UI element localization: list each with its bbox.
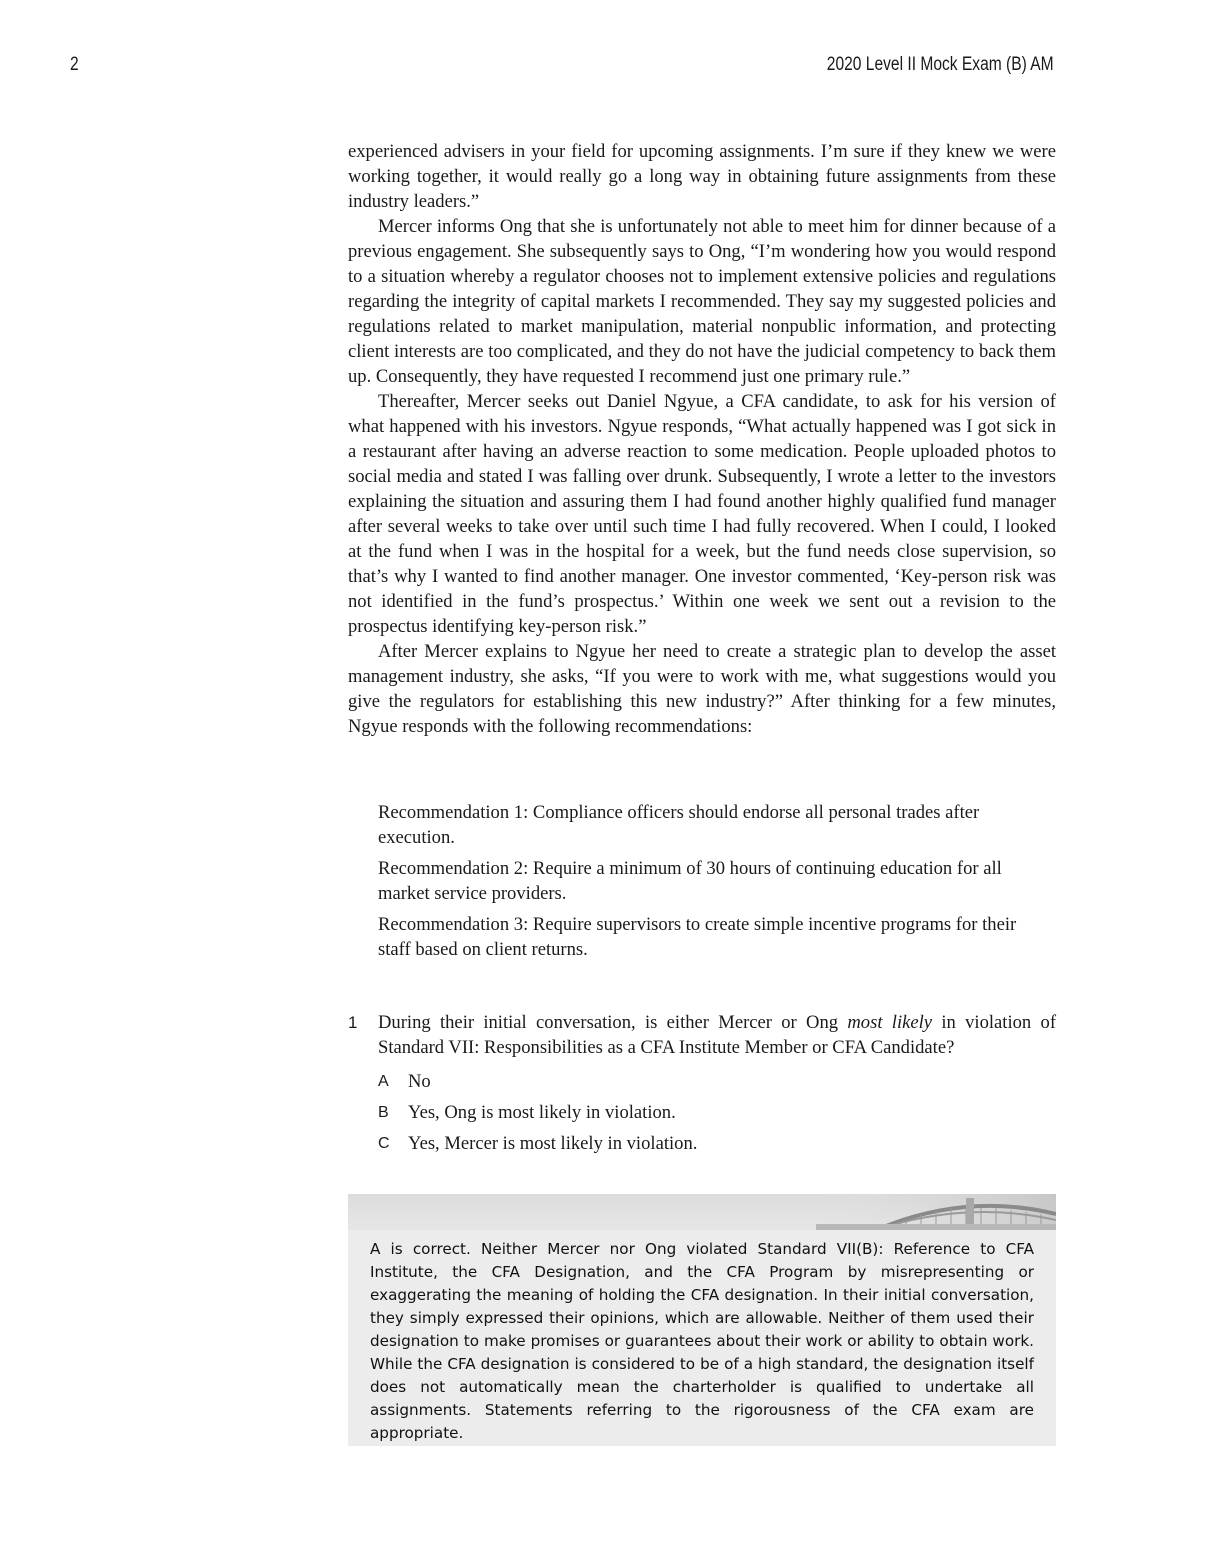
option-b[interactable] bbox=[378, 1097, 1056, 1128]
running-head: 2020 Level II Mock Exam (B) AM bbox=[827, 54, 1054, 75]
recommendations-list bbox=[378, 800, 1038, 968]
answer-options bbox=[378, 1066, 1056, 1159]
page-number: 2 bbox=[70, 54, 79, 75]
answer-box bbox=[348, 1194, 1056, 1446]
answer-banner bbox=[348, 1194, 1056, 1230]
option-a[interactable] bbox=[378, 1066, 1056, 1097]
option-letter: B bbox=[378, 1104, 389, 1121]
question-block bbox=[348, 1010, 1056, 1159]
recommendation-item: Recommendation 1: Compliance officers should endorse all personal trades after execution. bbox=[378, 802, 980, 848]
body-text bbox=[348, 139, 1056, 739]
option-letter: C bbox=[378, 1135, 390, 1152]
stem-text: During their initial conversation, is either Mercer or Ong bbox=[378, 1012, 848, 1033]
question-number: 1 bbox=[348, 1013, 358, 1032]
bridge-icon bbox=[816, 1194, 1056, 1230]
option-text: Yes, Ong is most likely in violation. bbox=[408, 1102, 676, 1123]
question-stem bbox=[378, 1010, 1056, 1060]
stem-emphasis: most likely bbox=[847, 1012, 933, 1033]
paragraph: experienced advisers in your field for upcoming assignments. I’m sure if they knew we were working together, it would really go a long way in obtaining future assignments from these industry leaders.” bbox=[348, 141, 1056, 212]
recommendation-item: Recommendation 2: Require a minimum of 30 hours of continuing education for all market service providers. bbox=[378, 858, 1002, 904]
option-text: Yes, Mercer is most likely in violation. bbox=[408, 1133, 698, 1154]
option-c[interactable] bbox=[378, 1128, 1056, 1159]
answer-text: A is correct. Neither Mercer nor Ong violated Standard VII(B): Reference to CFA Institute, the CFA Designation, and the CFA Program by misrepresenting or exaggerating the meaning of holding the CFA designation. In their initial conversation, they simply expressed their opinions, which are allowable. Neither of them used their designation to make promises or guarantees about their work or ability to obtain work. While the CFA designation is considered to be of a high standard, the designation itself does not automatically mean the charterholder is qualified to undertake all assignments. Statements referring to the rigorousness of the CFA exam are appropriate. bbox=[370, 1240, 1034, 1442]
paragraph: Mercer informs Ong that she is unfortunately not able to meet him for dinner because of a previous engagement. She subsequently says to Ong, “I’m wondering how you would respond to a situation whereby a regulator chooses not to implement extensive policies and regulations regarding the integrity of capital markets I recommended. They say my suggested policies and regulations related to market manipulation, material nonpublic information, and protecting client interests are too complicated, and they do not have the judicial competency to back them up. Consequently, they have requested I recommend just one primary rule.” bbox=[348, 216, 1056, 387]
recommendation-item: Recommendation 3: Require supervisors to create simple incentive programs for their staff based on client returns. bbox=[378, 914, 1017, 960]
stem-text: in violation of Standard VII: Responsibilities as a CFA Institute Member or CFA Candidate? bbox=[378, 1012, 1057, 1058]
option-text: No bbox=[408, 1071, 431, 1092]
paragraph: Thereafter, Mercer seeks out Daniel Ngyue, a CFA candidate, to ask for his version of what happened with his investors. Ngyue responds, “What actually happened was I got sick in a restaurant after having an adverse reaction to some medication. People uploaded photos to social media and stated I was falling over drunk. Subsequently, I wrote a letter to the investors explaining the situation and assuring them I had found another highly qualified fund manager after several weeks to take over until such time I had fully recovered. When I could, I looked at the fund when I was in the hospital for a week, but the fund needs close supervision, so that’s why I wanted to find another manager. One investor commented, ‘Key-person risk was not identified in the fund’s prospectus.’ Within one week we sent out a revision to the prospectus identifying key-person risk.” bbox=[348, 391, 1056, 637]
option-letter: A bbox=[378, 1073, 389, 1090]
paragraph: After Mercer explains to Ngyue her need to create a strategic plan to develop the asset management industry, she asks, “If you were to work with me, what suggestions would you give the regulators for establishing this new industry?” After thinking for a few minutes, Ngyue responds with the following recommendations: bbox=[348, 641, 1056, 737]
answer-explanation bbox=[370, 1238, 1034, 1445]
